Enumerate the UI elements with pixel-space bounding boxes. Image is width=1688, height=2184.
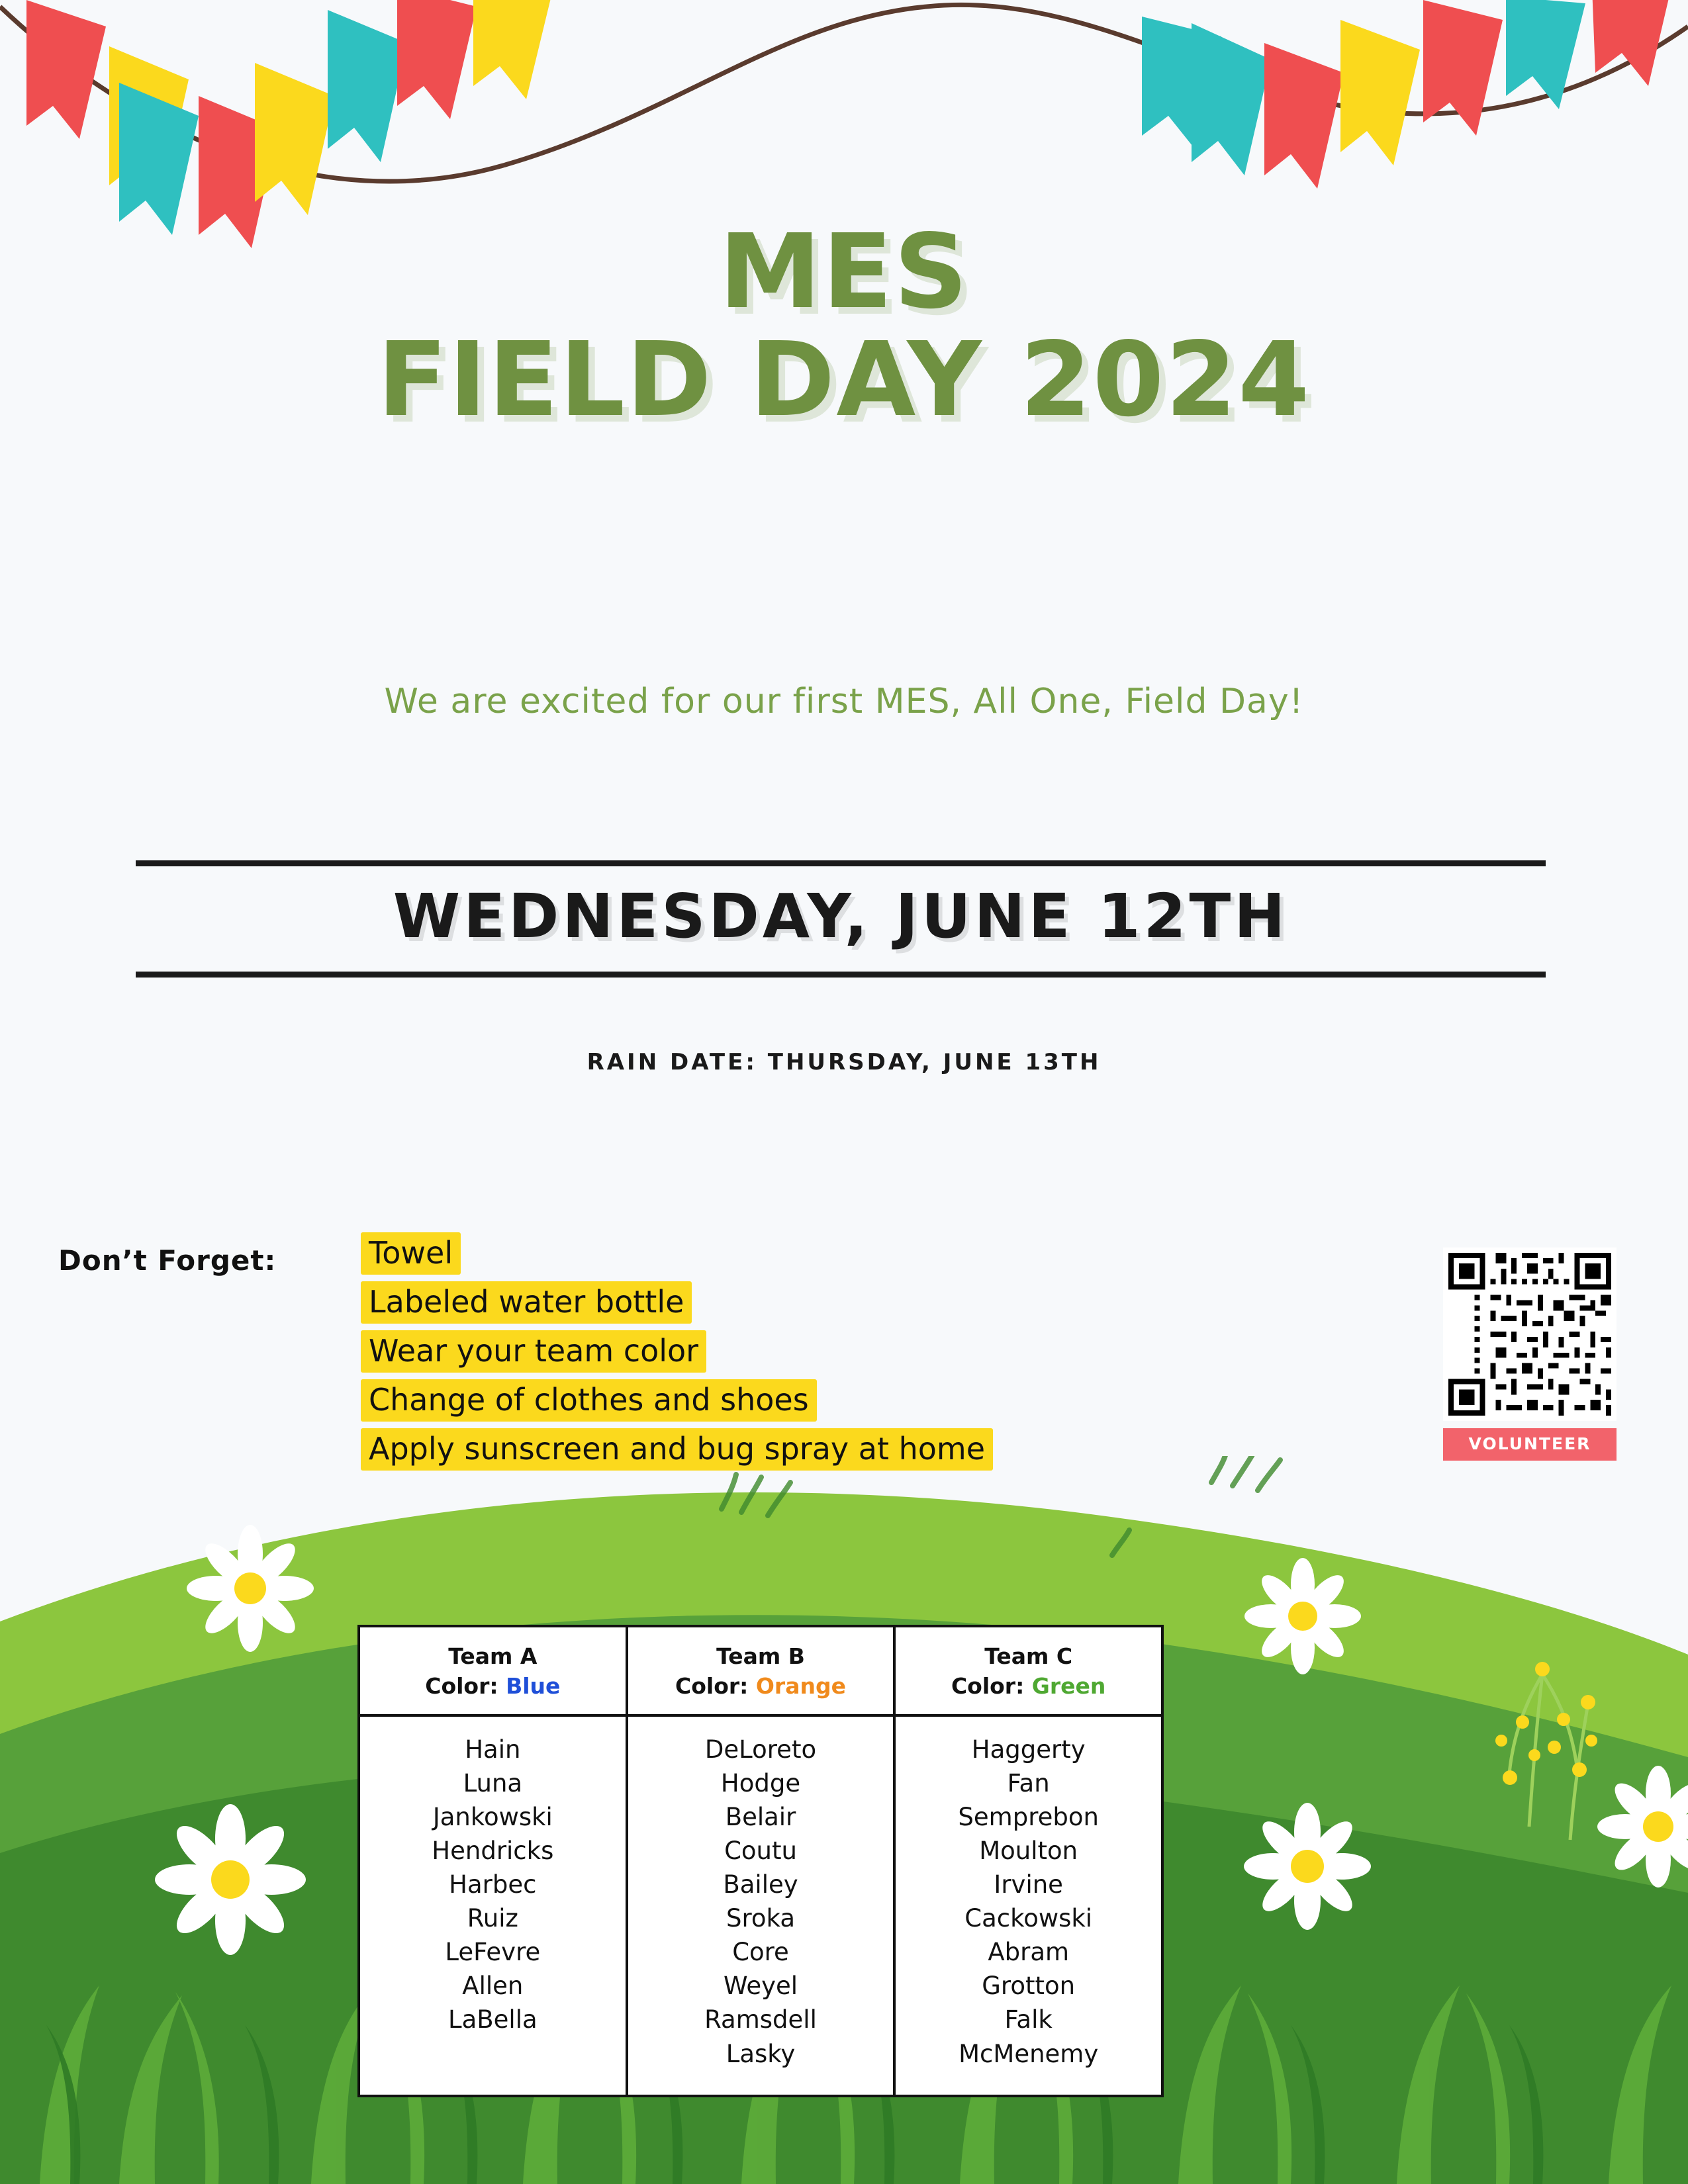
team-color-value: Blue [506, 1672, 561, 1699]
team-column-c [893, 1627, 1161, 2095]
list-item: Moulton [979, 1837, 1078, 1866]
list-item: Grotton [982, 1972, 1076, 2001]
team-color-label: Color: [675, 1672, 749, 1699]
list-item-text: Towel [361, 1232, 461, 1275]
list-item-text: Labeled water bottle [361, 1281, 692, 1324]
list-item-text: Apply sunscreen and bug spray at home [361, 1428, 993, 1471]
list-item: Allen [462, 1972, 524, 2001]
team-member-list [360, 1717, 626, 2060]
list-item: Coutu [724, 1837, 797, 1866]
list-item: Ruiz [467, 1904, 518, 1933]
list-item: Weyel [723, 1972, 798, 2001]
list-item: Abram [988, 1938, 1070, 1967]
list-item: Hain [465, 1735, 521, 1764]
volunteer-badge[interactable]: VOLUNTEER [1443, 1428, 1617, 1461]
list-item: Belair [725, 1803, 796, 1832]
list-item: Falk [1004, 2005, 1053, 2034]
title-line-2: FIELD DAY 2024 [377, 319, 1311, 439]
team-color-label: Color: [951, 1672, 1025, 1699]
list-item [361, 1379, 993, 1422]
team-color-line [365, 1672, 620, 1702]
team-header [360, 1627, 626, 1717]
list-item: Sroka [726, 1904, 795, 1933]
team-header [896, 1627, 1161, 1717]
team-name: Team A [448, 1643, 538, 1669]
list-item [361, 1330, 993, 1373]
team-member-list [896, 1717, 1161, 2094]
team-name: Team B [716, 1643, 805, 1669]
list-item [361, 1428, 993, 1471]
team-color-value: Orange [755, 1672, 846, 1699]
list-item: Hendricks [432, 1837, 554, 1866]
list-item: Cackowski [964, 1904, 1093, 1933]
list-item: Hodge [720, 1769, 801, 1798]
title-line-1: MES [719, 212, 969, 332]
team-color-value: Green [1031, 1672, 1106, 1699]
list-item [361, 1281, 993, 1324]
list-item: Irvine [994, 1870, 1063, 1899]
date-band [136, 860, 1546, 978]
list-item: Jankowski [432, 1803, 553, 1832]
list-item: DeLoreto [704, 1735, 817, 1764]
list-item: Bailey [723, 1870, 798, 1899]
list-item: McMenemy [959, 2039, 1099, 2068]
list-item: Harbec [449, 1870, 537, 1899]
list-item: Fan [1007, 1769, 1050, 1798]
team-name: Team C [984, 1643, 1073, 1669]
teams-table [357, 1625, 1164, 2097]
event-date: WEDNESDAY, JUNE 12TH [393, 881, 1289, 952]
team-color-line [633, 1672, 888, 1702]
team-column-a [360, 1627, 626, 2095]
volunteer-qr-block[interactable] [1443, 1248, 1617, 1461]
list-item: LaBella [448, 2005, 538, 2034]
list-item-text: Wear your team color [361, 1330, 706, 1373]
rain-date: RAIN DATE: THURSDAY, JUNE 13TH [586, 1049, 1102, 1075]
dont-forget-label: Don’t Forget: [58, 1244, 277, 1277]
team-color-line [901, 1672, 1156, 1702]
list-item: Lasky [726, 2039, 796, 2068]
dont-forget-list [361, 1232, 993, 1477]
team-color-label: Color: [425, 1672, 498, 1699]
subtitle: We are excited for our first MES, All One, Field Day! [384, 682, 1304, 721]
team-column-b [626, 1627, 894, 2095]
page-title [0, 212, 1688, 439]
list-item [361, 1232, 993, 1275]
list-item: Core [732, 1938, 789, 1967]
qr-code-icon[interactable] [1443, 1248, 1617, 1421]
list-item: Semprebon [958, 1803, 1099, 1832]
list-item: LeFevre [445, 1938, 541, 1967]
list-item: Haggerty [971, 1735, 1086, 1764]
team-member-list [628, 1717, 894, 2094]
team-header [628, 1627, 894, 1717]
list-item-text: Change of clothes and shoes [361, 1379, 817, 1422]
list-item: Luna [463, 1769, 523, 1798]
list-item: Ramsdell [704, 2005, 817, 2034]
